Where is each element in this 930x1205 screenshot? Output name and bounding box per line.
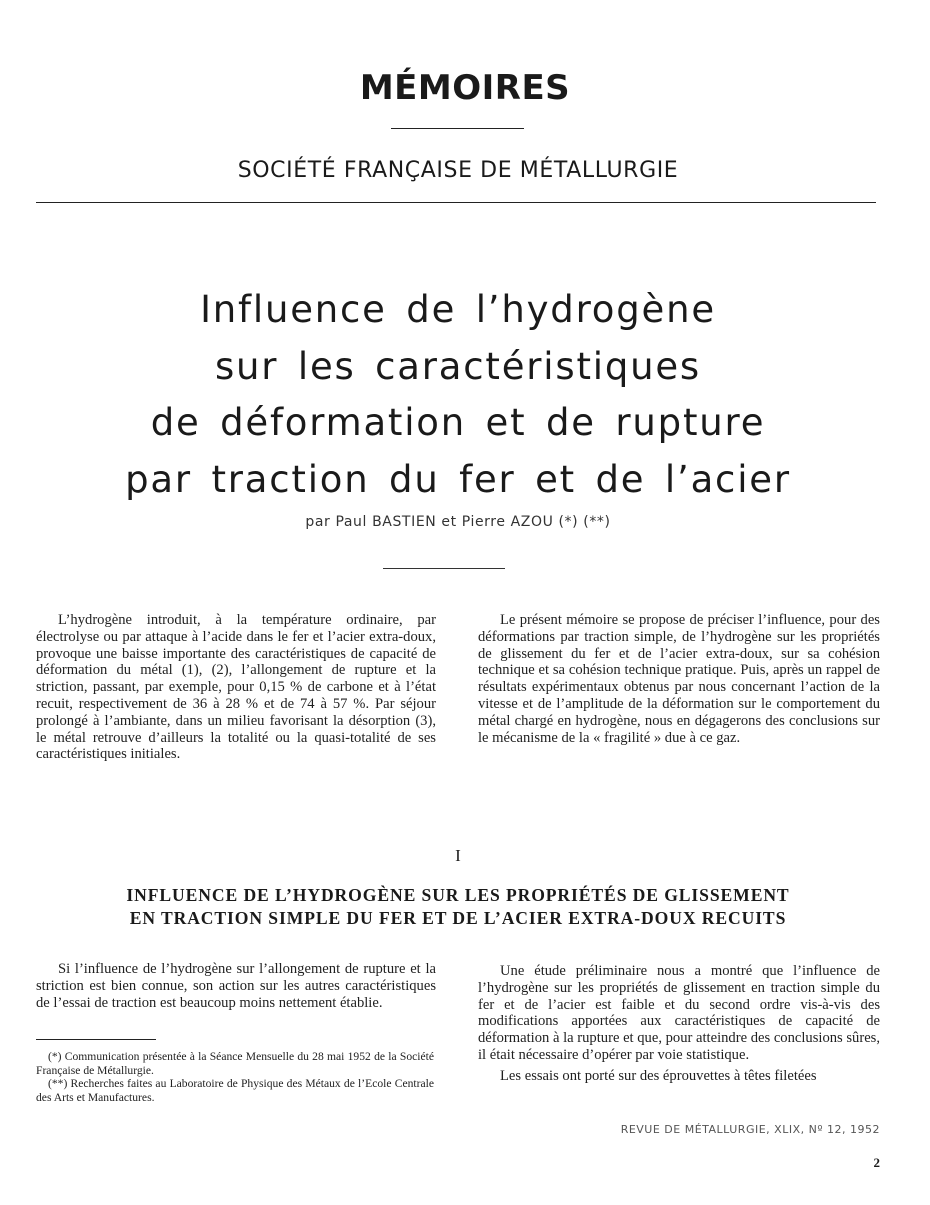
section-right-paragraph: Une étude préliminaire nous a montré que l’influence de l’hydrogène sur les propriétés de glissement en traction simple du fer et de l’acier est faible et du second ordre vis-à-vis des modifications apportées aux caractéristiques de capacité de déformation à la rupture et que, pour atteindre des conclusions sûres, il était nécessaire d’opérer par voie statistique. xyxy=(478,963,881,1063)
paper-title-line: Influence de l’hydrogène xyxy=(200,288,716,331)
paper-title xyxy=(0,282,916,508)
section-left-column xyxy=(36,961,436,1011)
intro-right-column xyxy=(478,612,880,746)
title-divider xyxy=(391,128,524,129)
authors-line: par Paul BASTIEN et Pierre AZOU (*) (**) xyxy=(305,514,611,530)
footnotes xyxy=(36,1050,434,1104)
section-right-paragraph: Les essais ont porté sur des éprouvettes à têtes filetées xyxy=(500,1067,817,1084)
section-heading-line: EN TRACTION SIMPLE DU FER ET DE L’ACIER EXTRA-DOUX RECUITS xyxy=(129,908,787,928)
intro-left-paragraph: L’hydrogène introduit, à la température ordinaire, par électrolyse ou par attaque à l’acide dans le fer et l’acier extra-doux, provoque une baisse importante des caractéristiques de capacité de déformation du métal (1), (2), l’allongement de rupture et la striction, passant, par exemple, pour 0,15 % de carbone et à l’état recuit, respectivement de 36 à 28 % et de 74 à 57 %. Par séjour prolongé à l’ambiante, dans un milieu favorisant la désorption (3), le métal retrouve d’ailleurs la totalité ou la quasi-totalité de ses caractéristiques initiales. xyxy=(36,612,436,763)
footnote: (**) Recherches faites au Laboratoire de Physique des Métaux de l’Ecole Centrale des Arts et Manufactures. xyxy=(36,1077,434,1104)
header-rule xyxy=(36,202,876,203)
intro-left-column xyxy=(36,612,436,763)
paper-title-line: par traction du fer et de l’acier xyxy=(125,457,791,501)
page-number: 2 xyxy=(873,1155,880,1170)
footnote-rule xyxy=(36,1039,156,1040)
footnote: (*) Communication présentée à la Séance Mensuelle du 28 mai 1952 de la Société Française de Métallurgie. xyxy=(36,1050,434,1077)
section-heading-line: INFLUENCE DE L’HYDROGÈNE SUR LES PROPRIÉTÉS DE GLISSEMENT xyxy=(126,885,790,905)
society-name: SOCIÉTÉ FRANÇAISE DE MÉTALLURGIE xyxy=(237,158,679,183)
paper-title-line: de déformation et de rupture xyxy=(150,401,766,444)
section-right-column xyxy=(478,963,880,1085)
section-heading xyxy=(0,884,916,930)
section-number: I xyxy=(455,846,461,865)
paper-title-line: sur les caractéristiques xyxy=(214,344,702,388)
authors-divider xyxy=(383,568,505,569)
intro-right-paragraph: Le présent mémoire se propose de préciser l’influence, pour des déformations par traction simple, de l’hydrogène sur les propriétés de glissement du fer et de l’acier extra-doux, sur sa cohésion technique et sa cohésion technique pratique. Puis, après un rappel de résultats expérimentaux obtenus par nous concernant l’action de la vitesse et de l’amplitude de la déformation sur le comportement du métal chargé en hydrogène, nous en dégagerons des conclusions sur le mécanisme de la « fragilité » due à ce gaz. xyxy=(478,612,880,746)
journal-reference: REVUE DE MÉTALLURGIE, XLIX, Nº 12, 1952 xyxy=(620,1123,880,1136)
section-left-paragraph: Si l’influence de l’hydrogène sur l’allongement de rupture et la striction est bien connue, son action sur les autres caractéristiques de l’essai de traction est beaucoup moins nettement établie. xyxy=(36,961,436,1011)
journal-title: MÉMOIRES xyxy=(359,68,571,108)
